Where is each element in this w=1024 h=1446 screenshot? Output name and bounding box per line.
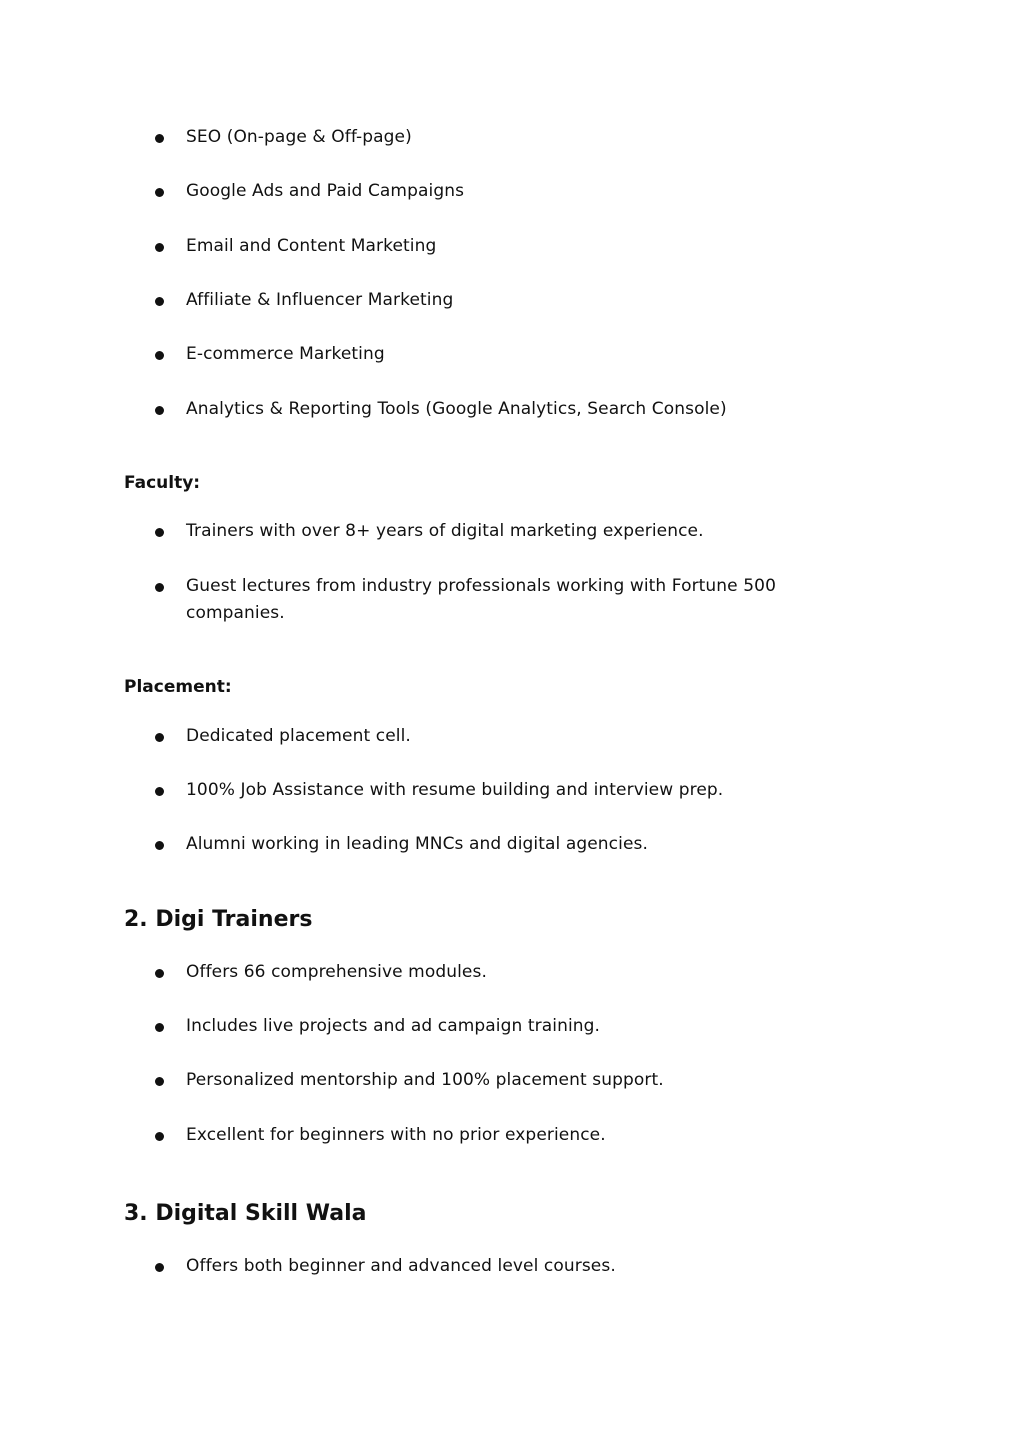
list-item-text: Personalized mentorship and 100% placement support.: [186, 1070, 664, 1090]
bullet-icon: [155, 733, 164, 742]
bullet-icon: [155, 841, 164, 850]
list-item-text: Alumni working in leading MNCs and digital agencies.: [186, 834, 648, 854]
bullet-icon: [155, 583, 164, 592]
section-heading: 2. Digi Trainers: [124, 907, 313, 932]
list-item-text: Includes live projects and ad campaign training.: [186, 1016, 601, 1036]
list-item-text: Analytics & Reporting Tools (Google Analytics, Search Console): [186, 399, 727, 419]
section-heading: 3. Digital Skill Wala: [124, 1201, 367, 1226]
list-item-text: Guest lectures from industry professionals working with Fortune 500 companies.: [186, 576, 776, 623]
list-item-text: Email and Content Marketing: [186, 236, 437, 256]
bullet-icon: [155, 787, 164, 796]
list-item-text: Offers 66 comprehensive modules.: [186, 962, 487, 982]
faculty-label: Faculty:: [124, 473, 201, 493]
bullet-icon: [155, 1077, 164, 1086]
list-item-text: E-commerce Marketing: [186, 344, 385, 364]
bullet-icon: [155, 969, 164, 978]
bullet-icon: [155, 528, 164, 537]
list-item-text: Affiliate & Influencer Marketing: [186, 290, 454, 310]
list-item-text: Trainers with over 8+ years of digital marketing experience.: [186, 521, 704, 541]
bullet-icon: [155, 1023, 164, 1032]
bullet-icon: [155, 351, 164, 360]
bullet-icon: [155, 297, 164, 306]
list-item-text: Dedicated placement cell.: [186, 726, 411, 746]
bullet-icon: [155, 1132, 164, 1141]
bullet-icon: [155, 1263, 164, 1272]
list-item-text: 100% Job Assistance with resume building and interview prep.: [186, 780, 724, 800]
list-item-text: Offers both beginner and advanced level courses.: [186, 1256, 616, 1276]
bullet-icon: [155, 188, 164, 197]
list-item-text: Excellent for beginners with no prior experience.: [186, 1125, 606, 1145]
bullet-icon: [155, 406, 164, 415]
bullet-icon: [155, 243, 164, 252]
placement-label: Placement:: [124, 677, 232, 697]
list-item-text: SEO (On-page & Off-page): [186, 127, 412, 147]
bullet-icon: [155, 134, 164, 143]
list-item-text: Google Ads and Paid Campaigns: [186, 181, 465, 201]
